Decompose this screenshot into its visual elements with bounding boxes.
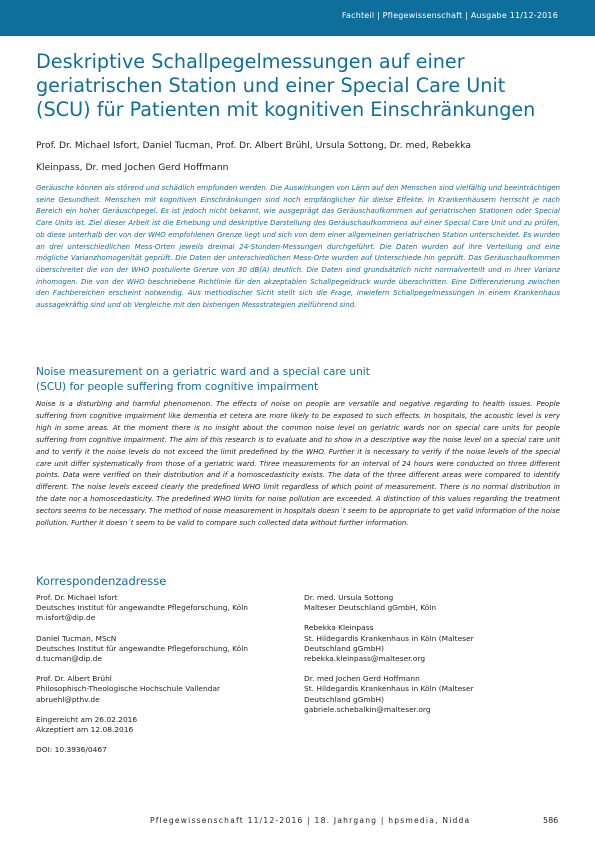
contact-entry (36, 593, 294, 624)
contact-email[interactable]: abruehl@pthv.de (36, 694, 100, 704)
article-title (36, 50, 560, 122)
contact-email[interactable]: gabriele.schebalkin@malteser.org (304, 704, 431, 714)
contact-email[interactable]: d.tucman@dip.de (36, 654, 102, 664)
author-list (36, 135, 560, 179)
title-line: Deskriptive Schallpegelmessungen auf einer (36, 50, 465, 73)
title-line: geriatrischen Station und einer Special Care Unit (36, 74, 506, 97)
contact-name: Prof. Dr. Albert Brühl (36, 674, 112, 684)
contact-email[interactable]: m.isfort@dip.de (36, 613, 96, 623)
english-title-line: Noise measurement on a geriatric ward and a special care unit (36, 366, 370, 378)
contact-affiliation: St. Hildegardis Krankenhaus in Köln (Malteser (304, 633, 474, 643)
page-footer (0, 810, 595, 830)
doi-text: DOI: 10.3936/0467 (36, 745, 107, 755)
doi (36, 745, 294, 755)
contact-email[interactable]: rebekka.kleinpass@malteser.org (304, 654, 426, 664)
accepted-date: Akzeptiert am 12.08.2016 (36, 725, 134, 735)
submission-dates (36, 715, 294, 735)
contact-entry (304, 623, 560, 664)
abstract-english: Noise is a disturbing and harmful phenomenon. The effects of noise on people are versatile and negative regarding to health issues. People suffering from cognitive impairment like dementia et cetera are more likely to be exposed to such effects. In hospitals, the acoustic level is very high in some areas. At the moment there is no insight about the common noise level on geriatric wards nor on special care units for people suffering from cognitive impairment. The aim of this research is to evaluate and to show in a descriptive way the noise level on a special care unit and to verify it the noise levels do not exceed the limit predefined by the WHO. Further it is necessary to verify if the noise levels of the special care unit differ systematically from those of a geriatric ward. Three measurements for an interval of 24 hours were conducted on three different points. Data were verified on their distribution and if a homoscedasticity exists. The data of the three different areas were compared to identify different. The noise levels exceed clearly the predefined WHO limit regardless of which point of measurement. There is no normal distribution in the date nor a homoscedasticity. The predefined WHO limits for noise pollution are exceeded. A distinction of this values regarding the treatment sectors seems to be necessary. The method of noise measurement in hospitals doesn´t seem to be appropriate to get valid information of the noise pollution. Further it doesn´t seem to be valid to compare such collected data without further information. (36, 399, 560, 528)
running-head: Fachteil | Pflegewissenschaft | Ausgabe 11/12-2016 (341, 11, 558, 20)
header-bar (0, 0, 595, 36)
contact-affiliation: Deutsches Institut für angewandte Pflegeforschung, Köln (36, 603, 249, 613)
contact-name: Dr. med Jochen Gerd Hoffmann (304, 674, 420, 684)
english-title (36, 365, 560, 394)
title-line: (SCU) für Patienten mit kognitiven Einschränkungen (36, 98, 536, 121)
contact-name: Dr. med. Ursula Sottong (304, 593, 394, 602)
correspondence-right-column (304, 593, 560, 725)
journal-line: Pflegewissenschaft 11/12-2016 | 18. Jahrgang | hpsmedia, Nidda (150, 816, 471, 825)
contact-name: Rebekka Kleinpass (304, 623, 374, 633)
contact-affiliation: Philosophisch-Theologische Hochschule Vallendar (36, 684, 221, 694)
contact-affiliation: Deutschland gGmbH) (304, 643, 384, 653)
contact-name: Prof. Dr. Michael Isfort (36, 593, 118, 602)
author-line: Prof. Dr. Michael Isfort, Daniel Tucman, Prof. Dr. Albert Brühl, Ursula Sottong, Dr. med, Rebekka (36, 140, 471, 151)
contact-affiliation: St. Hildegardis Krankenhaus in Köln (Malteser (304, 684, 474, 694)
page-number: 586 (543, 816, 559, 825)
contact-entry (36, 674, 294, 705)
contact-name: Daniel Tucman, MScN (36, 633, 117, 643)
contact-entry (36, 634, 294, 665)
correspondence-heading: Korrespondenzadresse (36, 574, 167, 588)
correspondence-left-column (36, 593, 294, 765)
english-title-line: (SCU) for people suffering from cognitive impairment (36, 380, 319, 393)
abstract-german: Geräusche können als störend und schädlich empfunden werden. Die Auswirkungen von Lärm auf den Menschen sind vielfältig und beeinträchtigen seine Gesundheit. Menschen mit kognitiven Einschränkungen sind noch empfänglicher für dieise Effekte. In Krankenhäusern herrscht je nach Bereich ein hoher Geräuschpegel. Es ist jedoch nicht bekannt, wie ausgeprägt das Geräuschaufkommen auf geriatrischen Stationen oder Special Care Units ist. Ziel dieser Arbeit ist die Erhebung und deskriptive Darstellung des Geräuschaufkommens auf einer Special Care Unit und zu prüfen, ob diese unterhalb der von der WHO empfohlenen Grenze liegt und sich von dem einer allgemeinen geriatrischen Station unterscheidet. Es wurden an drei unterschiedlichen Mess-Orten jeweils dreimal 24-Stunden-Messungen durchgeführt. Die Daten wurden auf ihre Verteilung und eine mögliche Varianzhomogenität geprüft. Die Daten der unterschiedlichen Mess-Orte wurden auf Unterschiede hin geprüft. Das Geräuschaufkommen überschreitet die von der WHO postulierte Grenze von 30 dB(A) deutlich. Die Daten sind grundsätzlich nicht normalverteilt und in ihrer Varianz inhomogen. Die von der WHO beschriebene Richtlinie für den akzeptablen Schallpegeldruck wurde überschritten. Eine Differenzierung zwischen den Fachbereichen erscheint notwendig. Aus methodischer Sicht stellt sich die Frage, inwiefern Schallpegelmessungen in einem Krankenhaus aussagekräftig sind und ob Vergleiche mit den bisherigen Messstrategien zielführend sind. (36, 183, 560, 310)
author-line: Kleinpass, Dr. med Jochen Gerd Hoffmann (36, 162, 229, 173)
contact-affiliation: Malteser Deutschland gGmbH, Köln (304, 603, 437, 613)
contact-entry (304, 593, 560, 613)
contact-affiliation: Deutschland gGmbH) (304, 694, 384, 704)
contact-entry (304, 674, 560, 715)
contact-affiliation: Deutsches Institut für angewandte Pflegeforschung, Köln (36, 643, 249, 653)
submitted-date: Eingereicht am 26.02.2016 (36, 714, 138, 724)
